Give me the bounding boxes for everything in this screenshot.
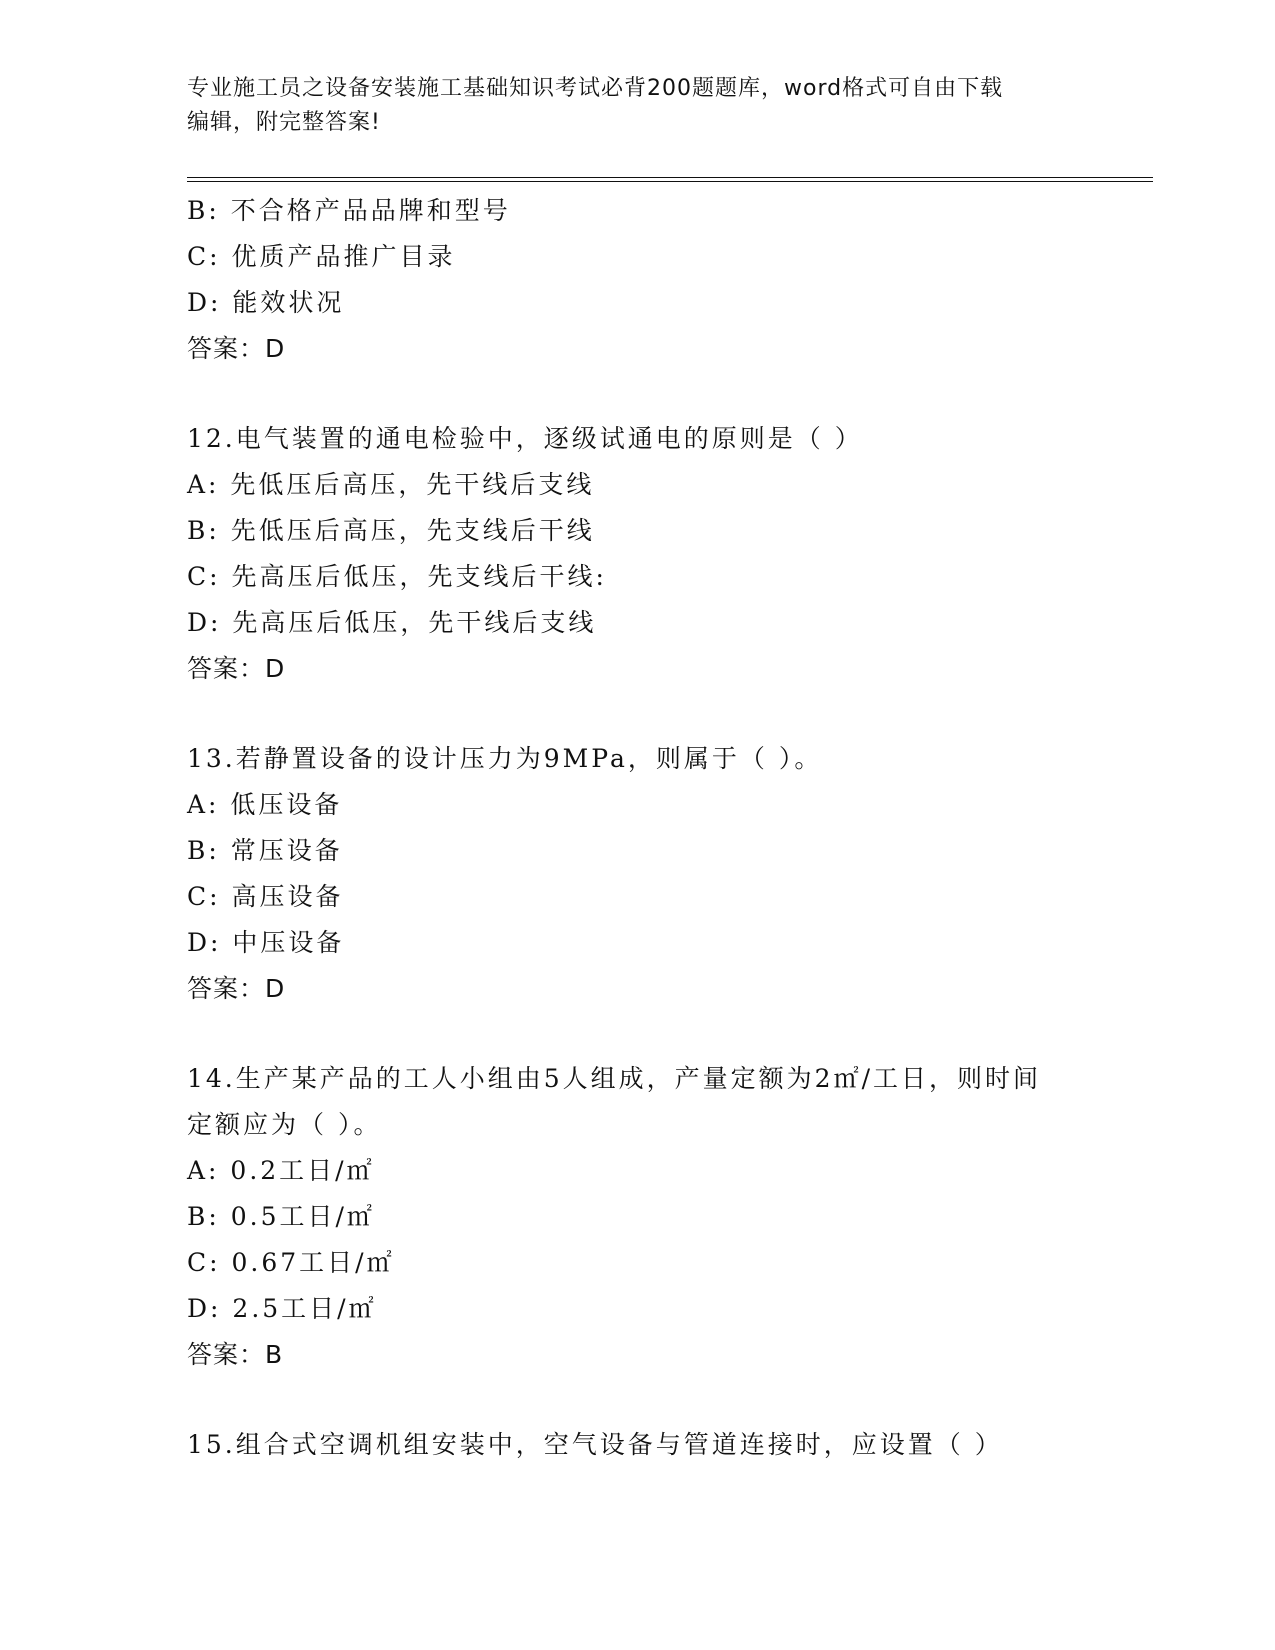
answer: 答案：B: [187, 1340, 284, 1369]
answer: 答案：D: [187, 974, 286, 1003]
option-b: B: 不合格产品品牌和型号: [187, 196, 511, 225]
option-d: D: 先高压后低压，先干线后支线: [187, 608, 597, 637]
option-c: C: 高压设备: [187, 882, 344, 911]
question-text-line-1: 14.生产某产品的工人小组由5人组成，产量定额为2㎡/工日，则时间: [187, 1064, 1041, 1093]
question-12: [187, 416, 1087, 692]
option-a: A: 0.2工日/㎡: [187, 1156, 375, 1185]
question-text-line-2: 定额应为（ ）。: [187, 1110, 382, 1139]
spacer: [187, 692, 1087, 736]
option-a: A: 低压设备: [187, 790, 343, 819]
option-d: D: 能效状况: [187, 288, 345, 317]
answer: 答案：D: [187, 654, 286, 683]
question-list: [187, 188, 1087, 1468]
option-b: B: 0.5工日/㎡: [187, 1202, 375, 1231]
header-title-line-2: 编辑，附完整答案!: [187, 110, 381, 135]
answer: 答案：D: [187, 334, 286, 363]
question-14: [187, 1056, 1087, 1378]
question-text: 12.电气装置的通电检验中，逐级试通电的原则是（ ）: [187, 424, 863, 453]
option-d: D: 2.5工日/㎡: [187, 1294, 377, 1323]
header-divider-bottom: [187, 181, 1153, 182]
option-c: C: 先高压后低压，先支线后干线:: [187, 562, 607, 591]
question-text: 15.组合式空调机组安装中，空气设备与管道连接时，应设置（ ）: [187, 1430, 1003, 1459]
option-b: B: 先低压后高压，先支线后干线: [187, 516, 595, 545]
option-d: D: 中压设备: [187, 928, 345, 957]
question-13: [187, 736, 1087, 1012]
question-text: 13.若静置设备的设计压力为9MPa，则属于（ ）。: [187, 744, 823, 773]
spacer: [187, 1012, 1087, 1056]
document-header: [187, 72, 1067, 140]
spacer: [187, 372, 1087, 416]
header-divider-top: [187, 177, 1153, 178]
option-a: A: 先低压后高压，先干线后支线: [187, 470, 595, 499]
question-15: [187, 1422, 1087, 1468]
option-c: C: 优质产品推广目录: [187, 242, 456, 271]
option-b: B: 常压设备: [187, 836, 343, 865]
spacer: [187, 1378, 1087, 1422]
option-c: C: 0.67工日/㎡: [187, 1248, 395, 1277]
question-11: [187, 188, 1087, 372]
header-title-line-1: 专业施工员之设备安装施工基础知识考试必背200题题库，word格式可自由下载: [187, 76, 1004, 101]
